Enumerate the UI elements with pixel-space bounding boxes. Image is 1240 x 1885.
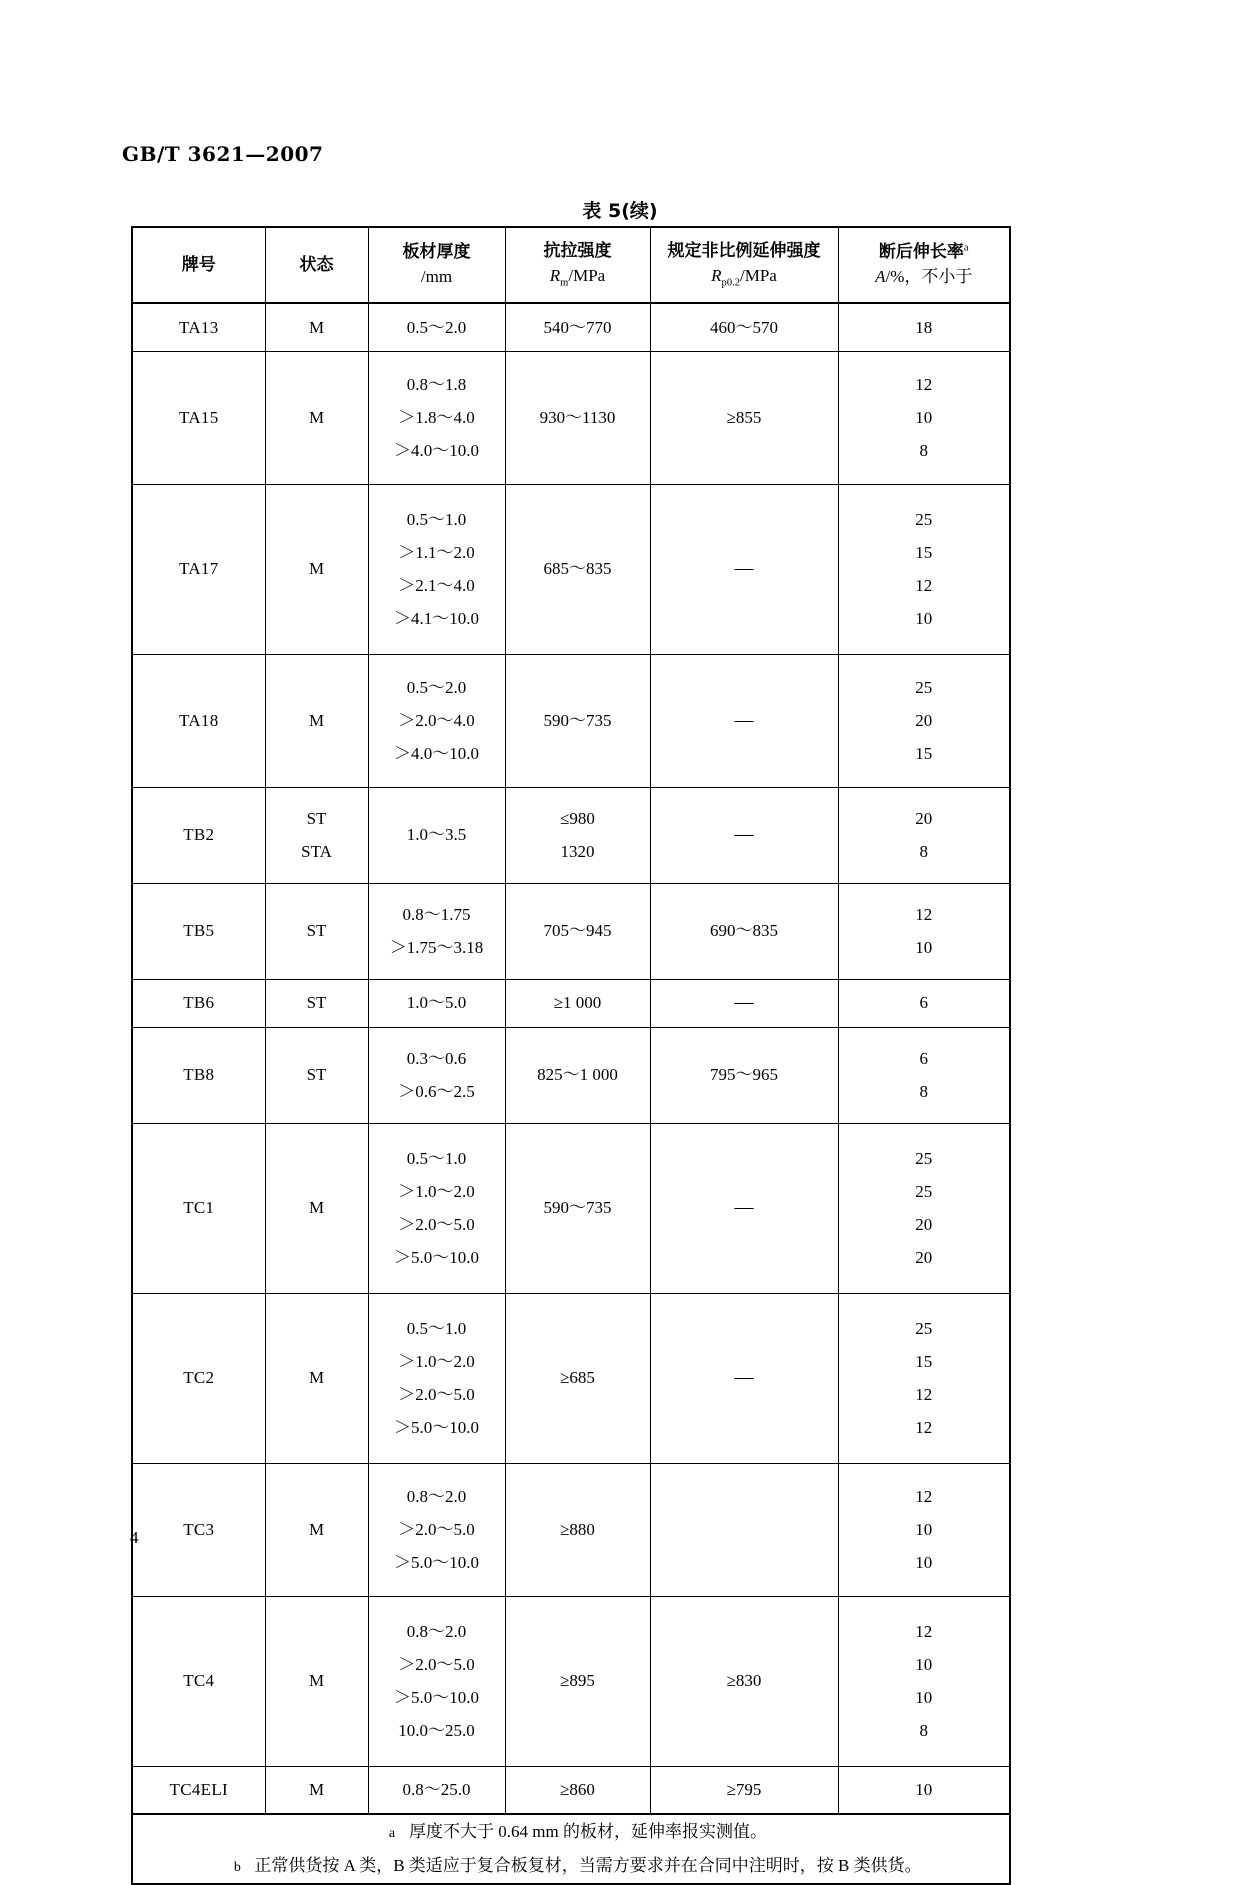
cell-tensile-strength — [505, 1463, 650, 1596]
column-header-thickness-label: 板材厚度 — [402, 242, 471, 262]
cell-proof-strength — [650, 1766, 838, 1814]
cell-thickness — [368, 484, 505, 654]
cell-elongation-line: 25 — [915, 677, 933, 697]
cell-thickness — [368, 303, 505, 351]
table-row — [132, 1766, 1010, 1814]
cell-state-line: M — [308, 1519, 325, 1539]
cell-thickness-line: ＞4.0～10.0 — [394, 744, 479, 764]
cell-elongation-line: 12 — [915, 1486, 933, 1506]
cell-state-line: STA — [301, 842, 332, 861]
column-header-elongation — [838, 227, 1010, 303]
cell-elongation-line: 18 — [915, 317, 933, 337]
column-header-elongation-unit: A/%，不小于 — [875, 267, 973, 286]
cell-elongation-line: 10 — [915, 609, 933, 629]
cell-proof-strength — [650, 484, 838, 654]
cell-state — [265, 1027, 368, 1123]
cell-grade — [132, 1123, 265, 1293]
cell-elongation-line: 25 — [915, 1148, 933, 1168]
cell-proof-strength — [650, 351, 838, 484]
cell-grade — [132, 1596, 265, 1766]
cell-proof-strength-line: — — [734, 1367, 754, 1389]
cell-state-line: M — [308, 317, 325, 337]
cell-tensile-strength-line: ≥1 000 — [553, 993, 602, 1013]
cell-proof-strength — [650, 1027, 838, 1123]
cell-tensile-strength-line: ≥860 — [560, 1780, 595, 1800]
cell-grade-line: TB5 — [183, 921, 215, 941]
cell-elongation — [838, 303, 1010, 351]
footnote-text: 厚度不大于 0.64 mm 的板材，延伸率报实测值。 — [409, 1822, 767, 1841]
cell-thickness-line: 0.5～1.0 — [406, 1318, 467, 1338]
footnote-text: 正常供货按 A 类，B 类适应于复合板复材，当需方要求并在合同中注明时，按 B 类供货。 — [254, 1856, 922, 1875]
cell-thickness-line: 0.5～1.0 — [406, 509, 467, 529]
cell-tensile-strength-line: 540～770 — [543, 317, 612, 337]
cell-thickness — [368, 1463, 505, 1596]
cell-tensile-strength — [505, 1027, 650, 1123]
cell-thickness — [368, 787, 505, 883]
cell-thickness-line: ＞1.75～3.18 — [389, 938, 484, 957]
cell-tensile-strength-line: 685～835 — [543, 559, 612, 579]
cell-thickness-line: 0.8～25.0 — [402, 1780, 471, 1800]
cell-state-line: M — [308, 1198, 325, 1218]
cell-proof-strength — [650, 654, 838, 787]
table-row — [132, 351, 1010, 484]
column-header-grade — [132, 227, 265, 303]
cell-elongation-line: 6 — [919, 993, 928, 1013]
cell-thickness-line: 0.8～1.8 — [406, 374, 467, 394]
cell-elongation-line: 12 — [915, 1418, 933, 1438]
cell-grade — [132, 351, 265, 484]
cell-tensile-strength — [505, 979, 650, 1027]
cell-thickness — [368, 1766, 505, 1814]
cell-tensile-strength — [505, 787, 650, 883]
cell-elongation-line: 25 — [915, 1181, 933, 1201]
cell-tensile-strength-line: ≥895 — [560, 1671, 595, 1691]
cell-grade-line: TC2 — [183, 1368, 215, 1388]
cell-tensile-strength — [505, 1293, 650, 1463]
cell-thickness — [368, 1027, 505, 1123]
cell-elongation-line: 15 — [915, 744, 933, 764]
cell-elongation — [838, 1027, 1010, 1123]
cell-grade-line: TC1 — [183, 1198, 215, 1218]
cell-state — [265, 787, 368, 883]
cell-thickness-line: ＞2.1～4.0 — [398, 576, 475, 595]
cell-elongation — [838, 787, 1010, 883]
cell-proof-strength-line: — — [734, 558, 754, 580]
cell-elongation-line: 6 — [919, 1048, 928, 1068]
column-header-tensile-strength — [505, 227, 650, 303]
cell-tensile-strength-line: 1320 — [560, 842, 595, 861]
cell-tensile-strength-line: ≤980 — [560, 808, 595, 828]
cell-grade — [132, 979, 265, 1027]
footnote — [133, 1849, 1009, 1883]
cell-elongation-line: 15 — [915, 542, 933, 562]
cell-elongation-line: 20 — [915, 1248, 933, 1268]
mechanical-properties-table — [131, 226, 1011, 1885]
cell-state-line: M — [308, 710, 325, 730]
cell-thickness — [368, 1596, 505, 1766]
cell-proof-strength — [650, 787, 838, 883]
cell-state — [265, 303, 368, 351]
cell-proof-strength — [650, 979, 838, 1027]
cell-grade-line: TB6 — [183, 993, 215, 1013]
cell-proof-strength-line: 690～835 — [710, 921, 778, 941]
cell-state — [265, 484, 368, 654]
cell-grade — [132, 484, 265, 654]
table-row — [132, 1463, 1010, 1596]
cell-elongation — [838, 979, 1010, 1027]
cell-elongation-line: 20 — [915, 710, 933, 730]
cell-grade-line: TC4ELI — [169, 1780, 228, 1800]
cell-thickness-line: ＞5.0～10.0 — [394, 1418, 479, 1438]
cell-tensile-strength — [505, 1766, 650, 1814]
cell-elongation-line: 12 — [915, 374, 933, 394]
column-header-proof-strength — [650, 227, 838, 303]
cell-thickness — [368, 1293, 505, 1463]
cell-tensile-strength-line: 705～945 — [543, 921, 612, 941]
cell-elongation-line: 10 — [915, 407, 933, 427]
table-header-row — [132, 227, 1010, 303]
column-header-proof-strength-label: 规定非比例延伸强度 — [667, 241, 821, 261]
cell-thickness — [368, 351, 505, 484]
cell-thickness-line: ＞5.0～10.0 — [394, 1553, 479, 1573]
cell-thickness-line: 0.8～2.0 — [406, 1486, 467, 1506]
cell-elongation-line: 10 — [915, 1654, 933, 1674]
cell-thickness-line: ＞2.0～4.0 — [398, 710, 475, 730]
table-row — [132, 1123, 1010, 1293]
cell-thickness-line: ＞2.0～5.0 — [398, 1385, 475, 1404]
cell-state — [265, 654, 368, 787]
cell-elongation — [838, 654, 1010, 787]
cell-proof-strength-line: — — [734, 992, 754, 1014]
cell-tensile-strength-line: ≥685 — [560, 1368, 595, 1388]
table-body — [132, 303, 1010, 1814]
cell-thickness-line: ＞2.0～5.0 — [398, 1215, 475, 1234]
cell-thickness-line: 10.0～25.0 — [398, 1721, 475, 1741]
cell-elongation-line: 10 — [915, 938, 933, 957]
cell-tensile-strength-line: 825～1 000 — [537, 1065, 618, 1085]
cell-proof-strength — [650, 1293, 838, 1463]
cell-elongation-line: 12 — [915, 904, 933, 924]
cell-elongation — [838, 484, 1010, 654]
cell-proof-strength-line: ≥855 — [726, 407, 762, 427]
table-footnotes — [132, 1814, 1010, 1884]
table-row — [132, 654, 1010, 787]
cell-elongation-line: 12 — [915, 576, 933, 595]
table-row — [132, 787, 1010, 883]
table-title: 表 5(续) — [582, 200, 658, 222]
cell-grade-line: TA13 — [179, 317, 219, 337]
cell-thickness-line: 0.5～2.0 — [406, 317, 467, 337]
table-row — [132, 1027, 1010, 1123]
column-header-thickness-unit: /mm — [420, 267, 453, 286]
cell-elongation-line: 12 — [915, 1385, 933, 1404]
cell-thickness-line: 0.8～2.0 — [406, 1621, 467, 1641]
cell-elongation-line: 12 — [915, 1621, 933, 1641]
cell-grade-line: TB8 — [183, 1065, 215, 1085]
cell-thickness-line: 1.0～3.5 — [406, 825, 467, 845]
cell-proof-strength-line: — — [734, 824, 754, 846]
cell-thickness-line: ＞4.0～10.0 — [394, 441, 479, 461]
footnote — [133, 1815, 1009, 1849]
cell-tensile-strength — [505, 883, 650, 979]
cell-elongation-line: 10 — [915, 1553, 933, 1573]
column-header-state-label: 状态 — [299, 254, 334, 274]
cell-state-line: M — [308, 1671, 325, 1691]
cell-thickness-line: 1.0～5.0 — [406, 993, 467, 1013]
cell-elongation-line: 25 — [915, 509, 933, 529]
cell-elongation-line: 25 — [915, 1318, 933, 1338]
column-header-elongation-label: 断后伸长率$^a$ — [878, 242, 969, 262]
cell-thickness-line: ＞5.0～10.0 — [394, 1248, 479, 1268]
column-header-tensile-strength-label: 抗拉强度 — [543, 241, 612, 261]
cell-state — [265, 883, 368, 979]
cell-tensile-strength-line: 590～735 — [543, 1198, 612, 1218]
cell-grade — [132, 787, 265, 883]
cell-tensile-strength — [505, 1596, 650, 1766]
cell-thickness-line: ＞0.6～2.5 — [398, 1082, 475, 1101]
cell-elongation — [838, 1123, 1010, 1293]
cell-proof-strength-line: — — [734, 709, 754, 731]
cell-thickness-line: ＞1.8～4.0 — [398, 407, 475, 427]
table-row — [132, 1293, 1010, 1463]
table-row — [132, 484, 1010, 654]
cell-thickness-line: ＞4.1～10.0 — [394, 609, 479, 629]
cell-tensile-strength — [505, 654, 650, 787]
cell-proof-strength-line: — — [734, 1197, 754, 1219]
cell-elongation — [838, 1293, 1010, 1463]
cell-grade — [132, 1027, 265, 1123]
cell-state-line: M — [308, 1368, 325, 1388]
table-row — [132, 1596, 1010, 1766]
cell-elongation — [838, 351, 1010, 484]
cell-thickness-line: ＞1.1～2.0 — [398, 542, 475, 562]
cell-state — [265, 1766, 368, 1814]
cell-elongation-line: 8 — [919, 842, 928, 861]
cell-state-line: M — [308, 407, 325, 427]
cell-proof-strength-line: 795～965 — [710, 1065, 778, 1085]
cell-state — [265, 1596, 368, 1766]
cell-grade — [132, 1766, 265, 1814]
cell-grade — [132, 654, 265, 787]
cell-thickness-line: 0.3～0.6 — [406, 1048, 467, 1068]
table-row — [132, 979, 1010, 1027]
cell-tensile-strength-line: 590～735 — [543, 710, 612, 730]
cell-proof-strength-line: 460～570 — [710, 317, 778, 337]
column-header-grade-label: 牌号 — [181, 254, 216, 274]
cell-thickness — [368, 979, 505, 1027]
cell-state — [265, 979, 368, 1027]
cell-grade-line: TA15 — [179, 407, 219, 427]
table-row — [132, 883, 1010, 979]
cell-grade — [132, 303, 265, 351]
cell-elongation — [838, 1463, 1010, 1596]
cell-elongation-line: 8 — [919, 441, 928, 461]
cell-state — [265, 351, 368, 484]
cell-thickness-line: 0.8～1.75 — [402, 904, 471, 924]
cell-state-line: ST — [306, 993, 327, 1013]
cell-grade-line: TC3 — [183, 1519, 215, 1539]
cell-proof-strength — [650, 303, 838, 351]
cell-tensile-strength-line: ≥880 — [560, 1519, 595, 1539]
cell-elongation — [838, 1766, 1010, 1814]
cell-elongation-line: 20 — [915, 1215, 933, 1234]
cell-thickness — [368, 654, 505, 787]
cell-elongation — [838, 1596, 1010, 1766]
cell-elongation — [838, 883, 1010, 979]
cell-grade — [132, 1293, 265, 1463]
cell-state — [265, 1123, 368, 1293]
cell-grade-line: TC4 — [183, 1671, 215, 1691]
table-footnotes-row — [132, 1814, 1010, 1884]
cell-elongation-line: 10 — [915, 1519, 933, 1539]
cell-grade-line: TB2 — [183, 825, 215, 845]
cell-grade — [132, 1463, 265, 1596]
cell-state-line: ST — [306, 921, 327, 941]
cell-elongation-line: 20 — [915, 808, 933, 828]
footnote-mark: b — [233, 1860, 241, 1875]
cell-thickness-line: ＞1.0～2.0 — [398, 1181, 475, 1201]
cell-thickness-line: ＞1.0～2.0 — [398, 1351, 475, 1371]
cell-tensile-strength — [505, 484, 650, 654]
footnote-mark: a — [388, 1826, 396, 1841]
cell-elongation-line: 10 — [915, 1780, 933, 1800]
cell-grade-line: TA17 — [179, 559, 219, 579]
cell-state-line: M — [308, 1780, 325, 1800]
cell-elongation-line: 10 — [915, 1688, 933, 1707]
cell-tensile-strength-line: 930～1130 — [539, 407, 616, 427]
cell-thickness — [368, 1123, 505, 1293]
cell-thickness-line: 0.5～2.0 — [406, 677, 467, 697]
cell-grade — [132, 883, 265, 979]
cell-proof-strength — [650, 883, 838, 979]
standard-code-header: GB/T 3621—2007 — [122, 142, 324, 166]
cell-state-line: ST — [306, 1065, 327, 1085]
cell-state — [265, 1293, 368, 1463]
column-header-proof-strength-unit: $R_{p0.2}$/MPa — [711, 265, 777, 289]
cell-proof-strength-line: ≥795 — [726, 1780, 762, 1800]
column-header-thickness — [368, 227, 505, 303]
cell-elongation-line: 15 — [915, 1351, 933, 1371]
cell-proof-strength — [650, 1123, 838, 1293]
page-number: 4 — [130, 1528, 139, 1547]
column-header-state — [265, 227, 368, 303]
cell-thickness-line: ＞2.0～5.0 — [398, 1519, 475, 1539]
cell-state-line: ST — [306, 808, 327, 828]
cell-proof-strength — [650, 1596, 838, 1766]
table-row — [132, 303, 1010, 351]
cell-elongation-line: 8 — [919, 1721, 928, 1741]
cell-thickness — [368, 883, 505, 979]
cell-thickness-line: ＞2.0～5.0 — [398, 1654, 475, 1674]
cell-tensile-strength — [505, 1123, 650, 1293]
cell-tensile-strength — [505, 351, 650, 484]
cell-state — [265, 1463, 368, 1596]
cell-grade-line: TA18 — [179, 710, 219, 730]
cell-proof-strength — [650, 1463, 838, 1596]
cell-proof-strength-line: ≥830 — [726, 1671, 762, 1691]
cell-elongation-line: 8 — [919, 1082, 928, 1101]
cell-tensile-strength — [505, 303, 650, 351]
cell-thickness-line: 0.5～1.0 — [406, 1148, 467, 1168]
cell-state-line: M — [308, 559, 325, 579]
cell-thickness-line: ＞5.0～10.0 — [394, 1688, 479, 1707]
column-header-tensile-strength-unit: $R_m$/MPa — [549, 265, 606, 289]
